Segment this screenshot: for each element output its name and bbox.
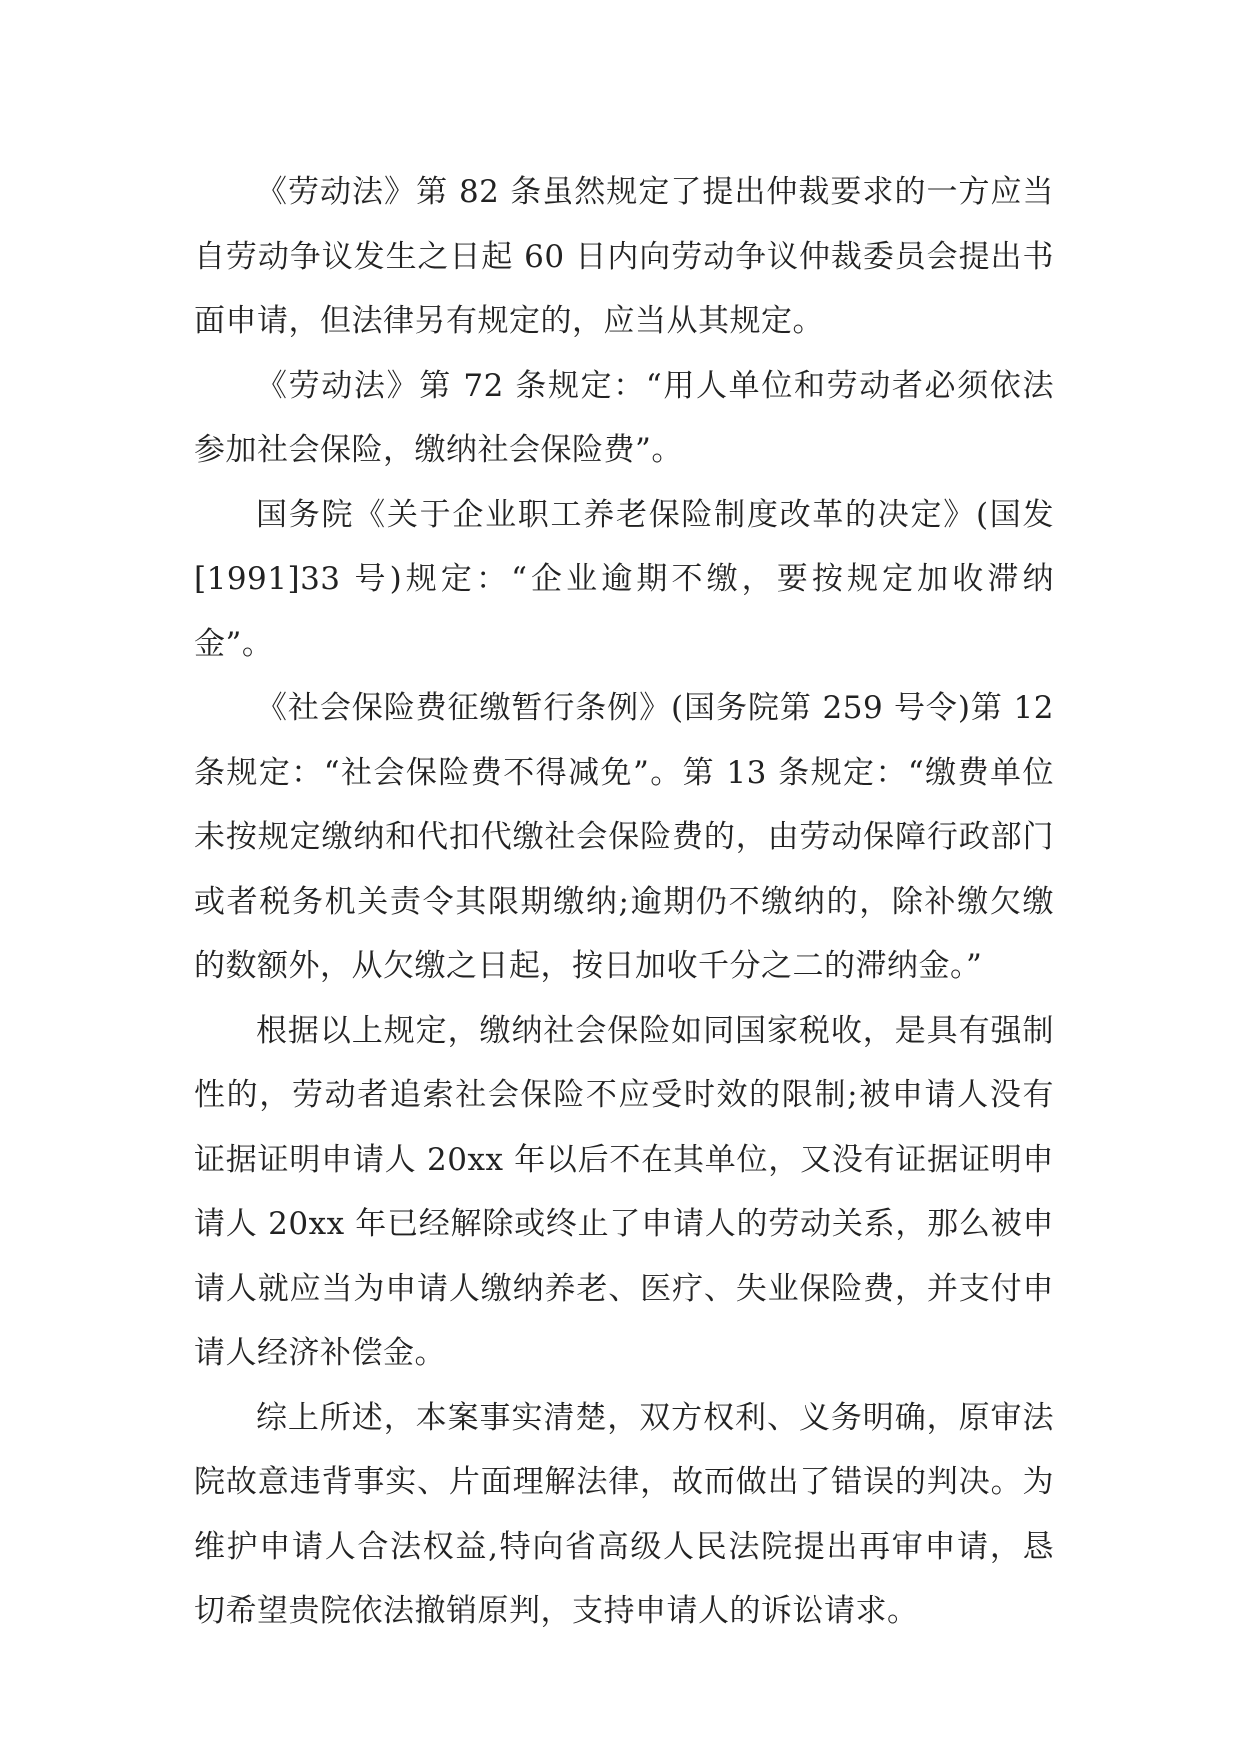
- paragraph-labor-law-82: 《劳动法》第 82 条虽然规定了提出仲裁要求的一方应当自劳动争议发生之日起 60 日内向劳动争议仲裁委员会提出书面申请，但法律另有规定的，应当从其规定。: [194, 174, 1054, 339]
- paragraph-conclusion: 综上所述，本案事实清楚，双方权利、义务明确，原审法院故意违背事实、片面理解法律，故而做出了错误的判决。为维护申请人合法权益,特向省高级人民法院提出再审申请，恳切希望贵院依法撤销原判，支持申请人的诉讼请求。: [194, 1399, 1054, 1629]
- paragraph-labor-law-72: 《劳动法》第 72 条规定：“用人单位和劳动者必须依法参加社会保险，缴纳社会保险费”。: [194, 367, 1054, 468]
- paragraph-social-insurance-regulation: 《社会保险费征缴暂行条例》(国务院第 259 号令)第 12 条规定：“社会保险费不得减免”。第 13 条规定：“缴费单位未按规定缴纳和代扣代缴社会保险费的，由劳动保障行政部门或者税务机关责令其限期缴纳;逾期仍不缴纳的，除补缴欠缴的数额外，从欠缴之日起，按日加收千分之二的滞纳金。”: [194, 690, 1054, 984]
- paragraph-state-council-decision: 国务院《关于企业职工养老保险制度改革的决定》(国发[1991]33 号)规定：“企业逾期不缴，要按规定加收滞纳金”。: [194, 496, 1054, 662]
- body-text: [194, 160, 1054, 1644]
- paragraph-analysis: 根据以上规定，缴纳社会保险如同国家税收，是具有强制性的，劳动者追索社会保险不应受时效的限制;被申请人没有证据证明申请人 20xx 年以后不在其单位，又没有证据证明申请人 20xx 年已经解除或终止了申请人的劳动关系，那么被申请人就应当为申请人缴纳养老、医疗、失业保险费，并支付申请人经济补偿金。: [194, 1012, 1054, 1371]
